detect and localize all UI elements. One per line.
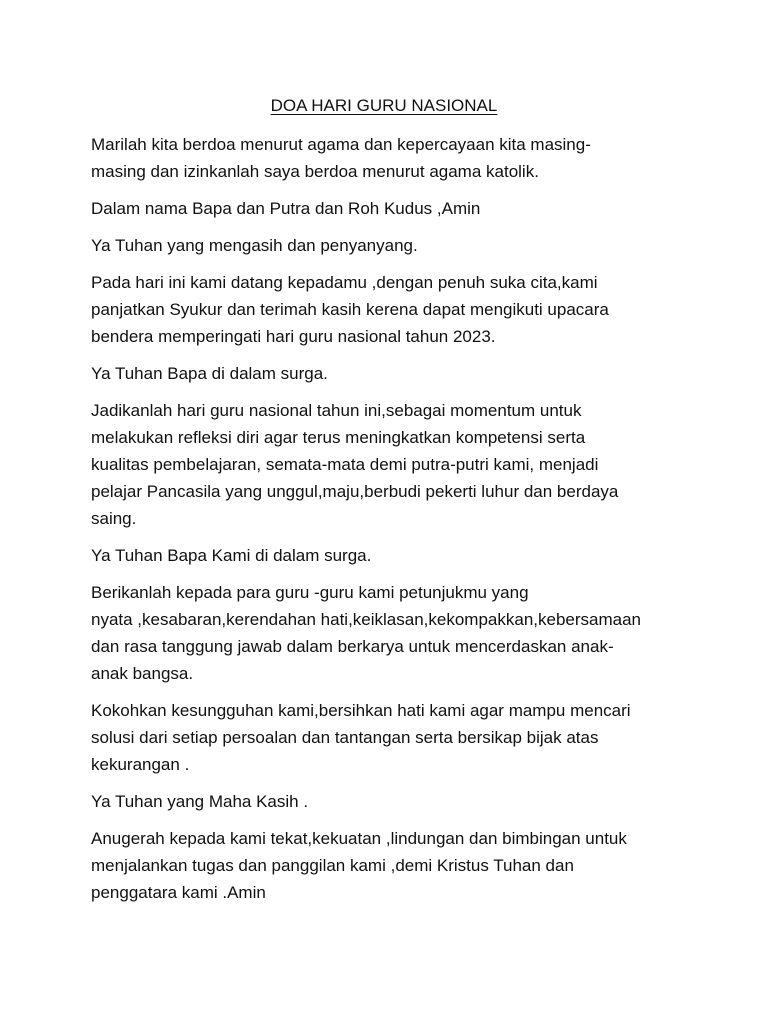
paragraph-reflection: Jadikanlah hari guru nasional tahun ini,sebagai momentum untuk melakukan refleksi diri agar terus meningkatkan kompetensi serta kualitas pembelajaran, semata-mata demi putra-putri kami, menjadi pelajar Pancasila yang unggul,maju,berbudi pekerti luhur dan berdaya saing. (91, 401, 619, 528)
paragraph-petition-teachers: Berikanlah kepada para guru -guru kami petunjukmu yang nyata ,kesabaran,kerendahan hati,keiklasan,kekompakkan,kebersamaan dan rasa tanggung jawab dalam berkarya untuk mencerdaskan anak- anak bangsa. (91, 583, 642, 683)
paragraph-sign-of-cross: Dalam nama Bapa dan Putra dan Roh Kudus ,Amin (91, 199, 481, 218)
paragraph-invocation-4: Ya Tuhan yang Maha Kasih . (91, 792, 309, 811)
paragraph-intro: Marilah kita berdoa menurut agama dan kepercayaan kita masing- masing dan izinkanlah saya berdoa menurut agama katolik. (91, 135, 591, 181)
paragraph-invocation-3: Ya Tuhan Bapa Kami di dalam surga. (91, 546, 372, 565)
paragraph-thanksgiving: Pada hari ini kami datang kepadamu ,dengan penuh suka cita,kami panjatkan Syukur dan terimah kasih kerena dapat mengikuti upacara bendera memperingati hari guru nasional tahun 2023. (91, 273, 609, 346)
paragraph-strengthen: Kokohkan kesungguhan kami,bersihkan hati kami agar mampu mencari solusi dari setiap persoalan dan tantangan serta bersikap bijak atas kekurangan . (91, 701, 631, 774)
document-title: DOA HARI GURU NASIONAL (270, 96, 498, 115)
document-body (91, 131, 681, 916)
paragraph-invocation-1: Ya Tuhan yang mengasih dan penyanyang. (91, 236, 418, 255)
paragraph-invocation-2: Ya Tuhan Bapa di dalam surga. (91, 364, 328, 383)
paragraph-closing: Anugerah kepada kami tekat,kekuatan ,lindungan dan bimbingan untuk menjalankan tugas dan panggilan kami ,demi Kristus Tuhan dan penggatara kami .Amin (91, 829, 627, 902)
